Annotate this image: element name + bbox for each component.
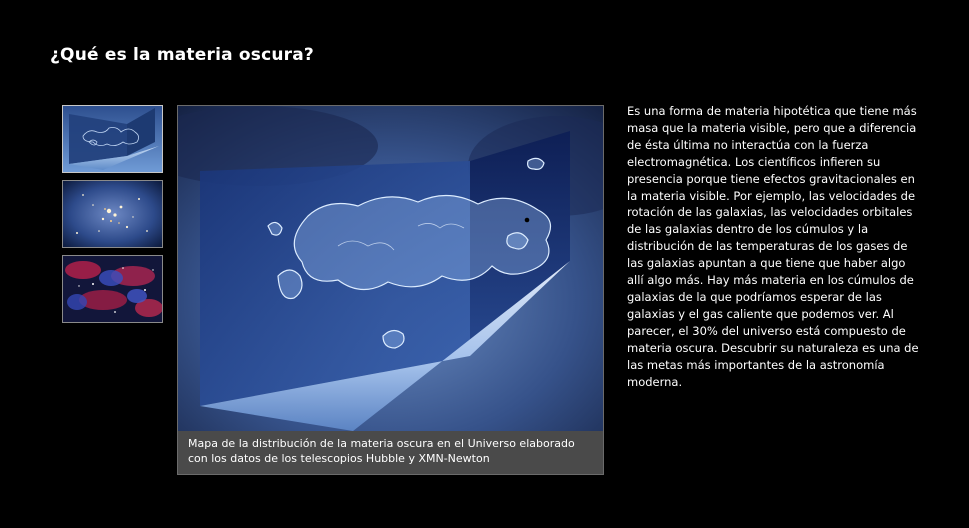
image-caption: Mapa de la distribución de la materia oscura en el Universo elaborado con los datos de los telescopios Hubble y XMN-Newton — [178, 431, 603, 474]
thumbnail-strip — [62, 105, 163, 330]
dark-matter-map-thumbnail-icon — [63, 106, 162, 172]
red-blue-cosmic-field-thumbnail-icon — [63, 256, 162, 322]
thumbnail-red-blue-field[interactable] — [62, 255, 163, 323]
description-text: Es una forma de materia hipotética que tiene más masa que la materia visible, pero que a diferencia de ésta última no interactúa con la fuerza electromagnética. Los científicos infieren su presencia porque tiene efectos gravitacionales en la materia visible. Por ejemplo, las velocidades de rotación de las galaxias, las velocidades orbitales de las galaxias dentro de los cúmulos y la distribución de las temperaturas de los gases de las galaxias apuntan a que tiene que haber algo allí algo más. Hay más materia en los cúmulos de galaxias de la que podríamos esperar de las galaxias y el gas caliente que podemos ver. Al parecer, el 30% del universo está compuesto de materia oscura. Descubrir su naturaleza es una de las metas más importantes de la astronomía moderna. — [627, 104, 919, 389]
main-image-viewer[interactable] — [177, 105, 604, 475]
galaxy-cluster-thumbnail-icon — [63, 181, 162, 247]
thumbnail-galaxy-cluster[interactable] — [62, 180, 163, 248]
page-title: ¿Qué es la materia oscura? — [50, 45, 314, 66]
dark-matter-3d-map-icon — [178, 106, 603, 431]
thumbnail-dark-matter-map[interactable] — [62, 105, 163, 173]
